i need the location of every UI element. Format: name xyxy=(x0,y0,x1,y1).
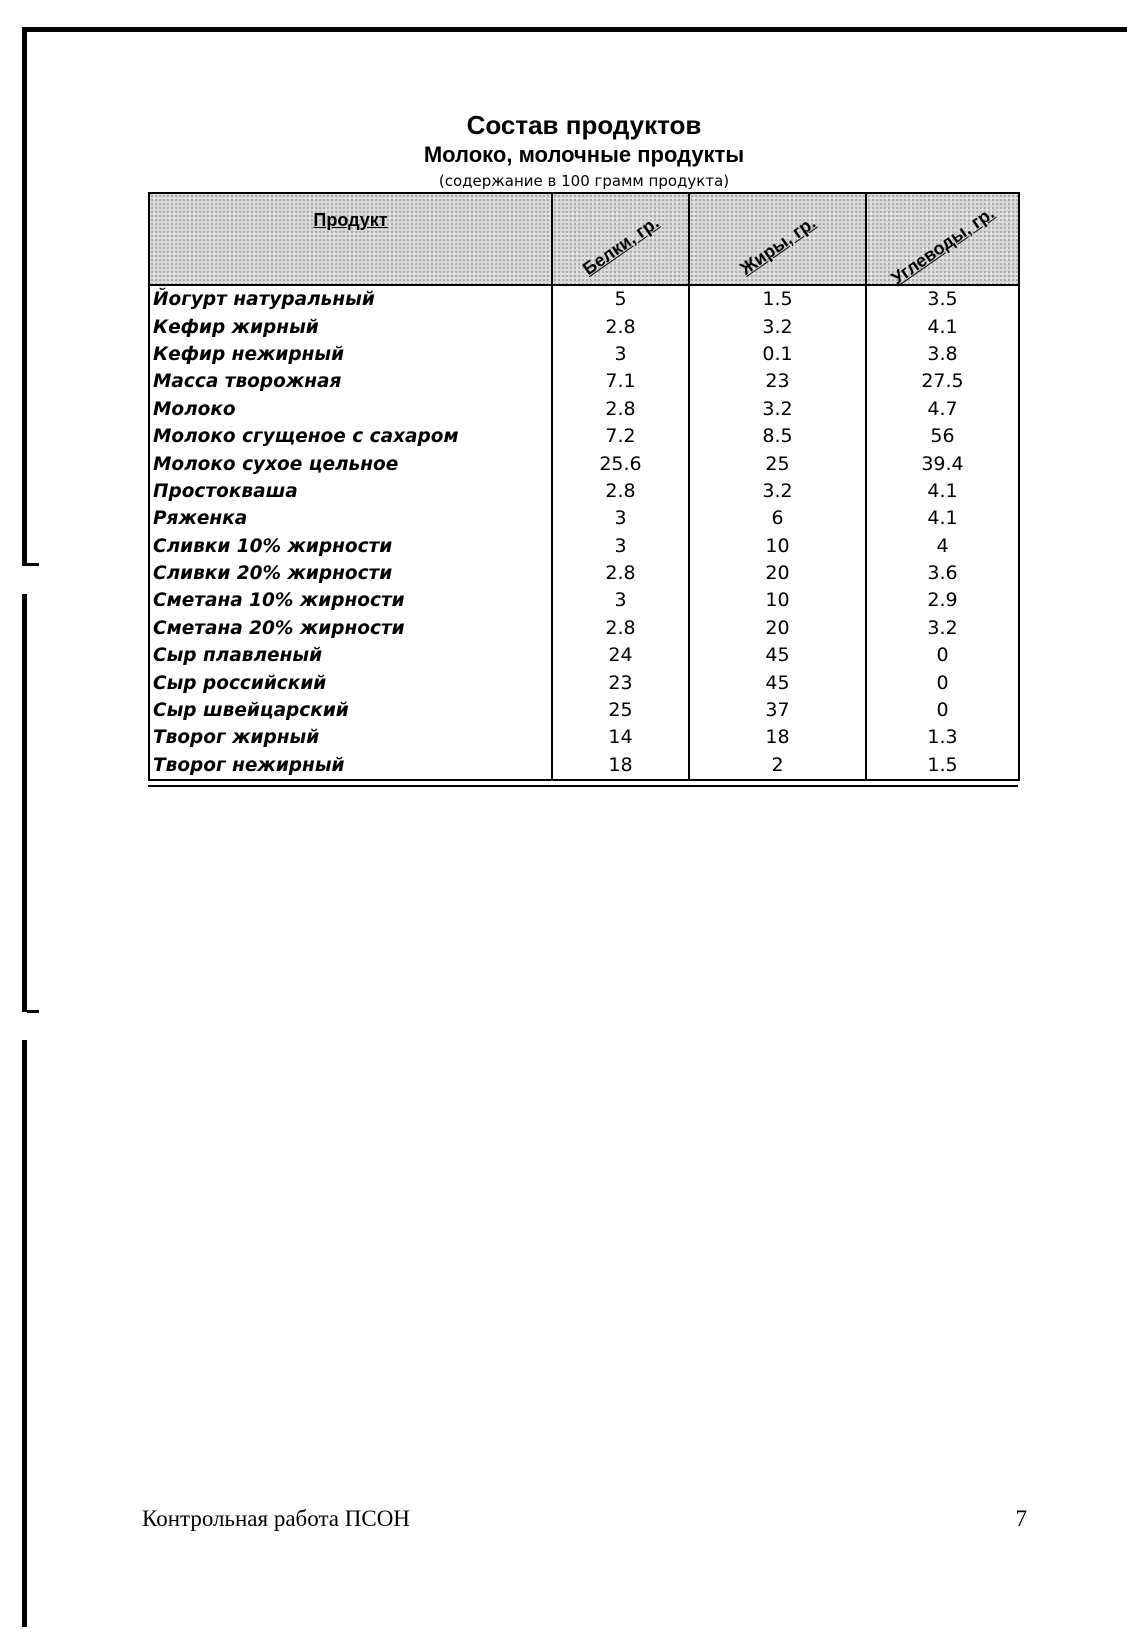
cell-product: Сыр швейцарский xyxy=(149,697,552,724)
cell-protein: 14 xyxy=(552,724,689,751)
cell-protein: 2.8 xyxy=(552,560,689,587)
cell-protein: 2.8 xyxy=(552,313,689,340)
footer-title: Контрольная работа ПСОН xyxy=(142,1506,410,1531)
page-frame-tick xyxy=(27,1010,39,1013)
page-frame-left xyxy=(22,27,27,1627)
cell-fat: 25 xyxy=(689,450,866,477)
header-carbs-label: Углеводы, гр. xyxy=(887,202,998,289)
cell-product: Сметана 20% жирности xyxy=(149,615,552,642)
table-header-row xyxy=(149,193,1019,285)
title-block xyxy=(148,108,1020,190)
cell-product: Йогурт натуральный xyxy=(149,285,552,313)
cell-fat: 8.5 xyxy=(689,423,866,450)
cell-carbs: 3.2 xyxy=(866,615,1019,642)
cell-carbs: 4.1 xyxy=(866,478,1019,505)
cell-product: Кефир жирный xyxy=(149,313,552,340)
cell-product: Сливки 10% жирности xyxy=(149,533,552,560)
cell-protein: 3 xyxy=(552,587,689,614)
table-row xyxy=(149,368,1019,395)
cell-product: Сливки 20% жирности xyxy=(149,560,552,587)
cell-protein: 7.1 xyxy=(552,368,689,395)
cell-product: Молоко xyxy=(149,396,552,423)
table-row xyxy=(149,752,1019,780)
cell-fat: 20 xyxy=(689,615,866,642)
cell-product: Сыр плавленый xyxy=(149,642,552,669)
cell-protein: 24 xyxy=(552,642,689,669)
cell-carbs: 27.5 xyxy=(866,368,1019,395)
cell-carbs: 1.3 xyxy=(866,724,1019,751)
cell-fat: 1.5 xyxy=(689,285,866,313)
cell-protein: 2.8 xyxy=(552,396,689,423)
cell-product: Сыр российский xyxy=(149,669,552,696)
cell-protein: 3 xyxy=(552,533,689,560)
page-note: (содержание в 100 грамм продукта) xyxy=(438,172,730,190)
cell-product: Молоко сухое цельное xyxy=(149,450,552,477)
cell-carbs: 4.1 xyxy=(866,505,1019,532)
cell-protein: 23 xyxy=(552,669,689,696)
cell-protein: 3 xyxy=(552,505,689,532)
cell-carbs: 3.8 xyxy=(866,341,1019,368)
cell-carbs: 3.6 xyxy=(866,560,1019,587)
header-carbs xyxy=(866,193,1019,289)
table-row xyxy=(149,533,1019,560)
cell-product: Простокваша xyxy=(149,478,552,505)
cell-protein: 2.8 xyxy=(552,615,689,642)
table-row xyxy=(149,615,1019,642)
cell-product: Сметана 10% жирности xyxy=(149,587,552,614)
cell-protein: 2.8 xyxy=(552,478,689,505)
cell-carbs: 4.7 xyxy=(866,396,1019,423)
cell-fat: 23 xyxy=(689,368,866,395)
table-row xyxy=(149,669,1019,696)
header-fat xyxy=(689,193,866,285)
cell-fat: 10 xyxy=(689,533,866,560)
cell-protein: 18 xyxy=(552,752,689,780)
cell-product: Масса творожная xyxy=(149,368,552,395)
cell-carbs: 1.5 xyxy=(866,752,1019,780)
cell-product: Творог жирный xyxy=(149,724,552,751)
cell-carbs: 0 xyxy=(866,669,1019,696)
header-product-label: Продукт xyxy=(313,210,388,230)
table-row xyxy=(149,560,1019,587)
page-frame-tick xyxy=(27,563,39,566)
cell-fat: 0.1 xyxy=(689,341,866,368)
table-row xyxy=(149,313,1019,340)
cell-protein: 25 xyxy=(552,697,689,724)
cell-product: Кефир нежирный xyxy=(149,341,552,368)
header-protein xyxy=(552,193,689,285)
cell-carbs: 4 xyxy=(866,533,1019,560)
cell-protein: 5 xyxy=(552,285,689,313)
cell-fat: 2 xyxy=(689,752,866,780)
cell-fat: 6 xyxy=(689,505,866,532)
cell-fat: 45 xyxy=(689,642,866,669)
cell-fat: 45 xyxy=(689,669,866,696)
header-protein-label: Белки, гр. xyxy=(578,212,662,280)
table-row xyxy=(149,478,1019,505)
cell-fat: 37 xyxy=(689,697,866,724)
header-fat-label: Жиры, гр. xyxy=(735,212,819,279)
page-frame-gap xyxy=(20,1012,29,1040)
table-row xyxy=(149,423,1019,450)
table-bottom-rule xyxy=(148,783,1018,787)
table-row xyxy=(149,285,1019,313)
cell-carbs: 2.9 xyxy=(866,587,1019,614)
page-frame-top xyxy=(22,27,1127,32)
table-row xyxy=(149,587,1019,614)
cell-product: Ряженка xyxy=(149,505,552,532)
cell-protein: 7.2 xyxy=(552,423,689,450)
cell-fat: 3.2 xyxy=(689,313,866,340)
table-row xyxy=(149,450,1019,477)
cell-carbs: 4.1 xyxy=(866,313,1019,340)
table-row xyxy=(149,642,1019,669)
cell-fat: 18 xyxy=(689,724,866,751)
cell-fat: 3.2 xyxy=(689,478,866,505)
cell-fat: 3.2 xyxy=(689,396,866,423)
page-title: Состав продуктов xyxy=(466,110,702,140)
page-frame-gap xyxy=(20,566,29,594)
composition-table xyxy=(148,192,1020,781)
cell-carbs: 3.5 xyxy=(866,285,1019,313)
composition-table-wrapper xyxy=(148,192,1020,787)
header-product xyxy=(149,193,552,285)
page-number: 7 xyxy=(1015,1506,1027,1531)
table-body xyxy=(149,285,1019,780)
cell-product: Молоко сгущеное с сахаром xyxy=(149,423,552,450)
cell-product: Творог нежирный xyxy=(149,752,552,780)
table-row xyxy=(149,505,1019,532)
cell-carbs: 0 xyxy=(866,642,1019,669)
cell-protein: 25.6 xyxy=(552,450,689,477)
cell-protein: 3 xyxy=(552,341,689,368)
table-row xyxy=(149,697,1019,724)
cell-fat: 20 xyxy=(689,560,866,587)
cell-carbs: 39.4 xyxy=(866,450,1019,477)
table-row xyxy=(149,396,1019,423)
table-row xyxy=(149,341,1019,368)
page-subtitle: Молоко, молочные продукты xyxy=(423,142,745,167)
table-row xyxy=(149,724,1019,751)
cell-carbs: 0 xyxy=(866,697,1019,724)
cell-fat: 10 xyxy=(689,587,866,614)
cell-carbs: 56 xyxy=(866,423,1019,450)
